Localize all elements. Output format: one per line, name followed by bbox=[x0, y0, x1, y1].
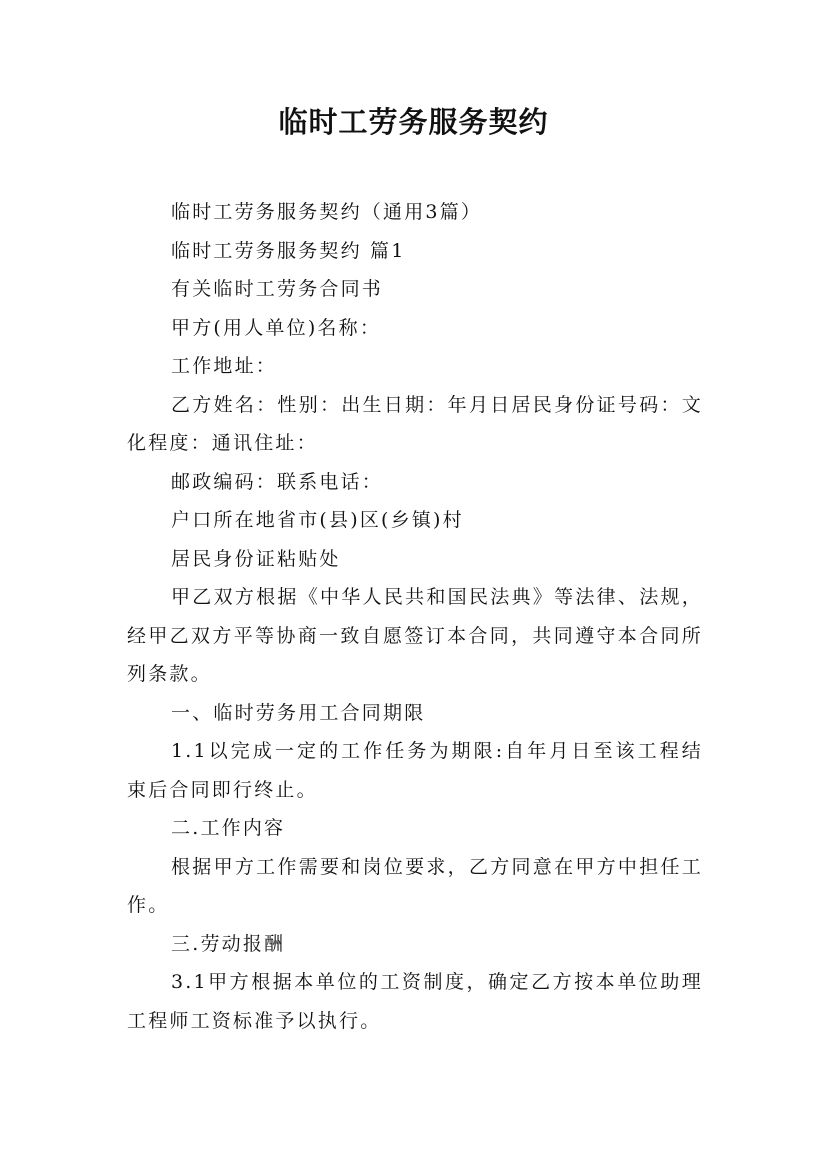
paragraph-remuneration-clause: 3.1甲方根据本单位的工资制度，确定乙方按本单位助理工程师工资标准予以执行。 bbox=[127, 971, 703, 1032]
section-heading-work-content: 二.工作内容 bbox=[171, 817, 286, 839]
paragraph-id-card-paste: 居民身份证粘贴处 bbox=[171, 547, 341, 570]
paragraph-collection-title: 临时工劳务服务契约（通用3篇） bbox=[171, 201, 483, 223]
document-title: 临时工劳务服务契约 bbox=[278, 105, 549, 139]
section-heading-term: 一、临时劳务用工合同期限 bbox=[171, 701, 426, 724]
paragraph-work-content: 根据甲方工作需要和岗位要求，乙方同意在甲方中担任工作。 bbox=[127, 855, 703, 916]
paragraph-postal-phone: 邮政编码：联系电话： bbox=[171, 470, 384, 493]
paragraph-contract-name: 有关临时工劳务合同书 bbox=[171, 278, 384, 300]
paragraph-household-registration: 户口所在地省市(县)区(乡镇)村 bbox=[171, 509, 464, 531]
paragraph-work-address: 工作地址： bbox=[171, 355, 278, 377]
document-body bbox=[127, 193, 703, 1040]
paragraph-part-heading: 临时工劳务服务契约 篇1 bbox=[171, 239, 406, 262]
paragraph-agreement-basis: 甲乙双方根据《中华人民共和国民法典》等法律、法规，经甲乙双方平等协商一致自愿签订本合同，共同遵守本合同所列条款。 bbox=[127, 586, 703, 685]
section-heading-remuneration: 三.劳动报酬 bbox=[171, 932, 286, 955]
paragraph-party-b-info: 乙方姓名：性别：出生日期：年月日居民身份证号码：文化程度：通讯住址： bbox=[127, 393, 703, 454]
paragraph-term-clause: 1.1以完成一定的工作任务为期限:自年月日至该工程结束后合同即行终止。 bbox=[127, 740, 703, 801]
paragraph-party-a-name: 甲方(用人单位)名称： bbox=[171, 316, 382, 339]
